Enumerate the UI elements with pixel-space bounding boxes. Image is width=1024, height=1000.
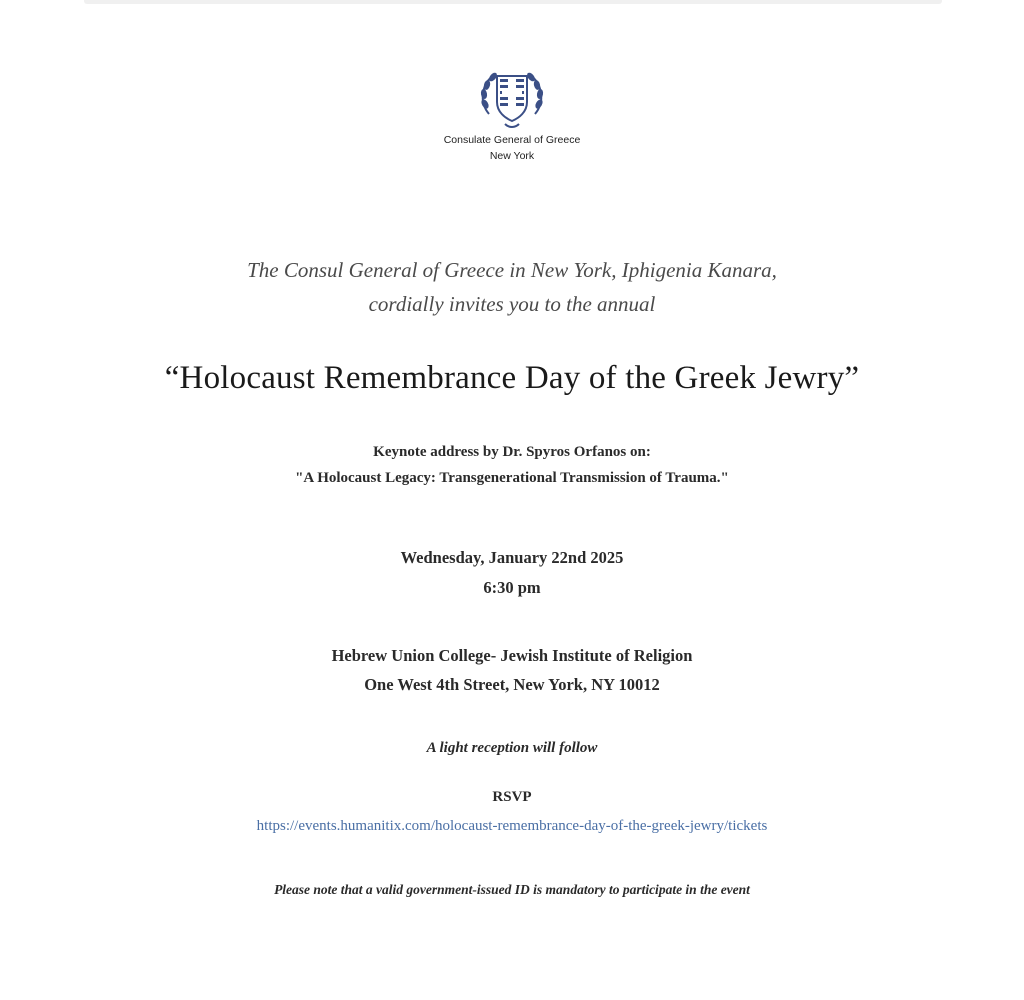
venue-address: One West 4th Street, New York, NY 10012 [364,675,660,694]
greek-coat-of-arms-icon [475,64,549,132]
venue-name: Hebrew Union College- Jewish Institute of Religion [331,646,693,665]
event-date: Wednesday, January 22nd 2025 [400,548,624,567]
intro-line-1: The Consul General of Greece in New York, Iphigenia Kanara, [247,258,777,282]
consulate-name: Consulate General of Greece [443,134,581,146]
emblem-container [0,64,1024,136]
rsvp-link-row [0,815,1024,835]
rsvp-label: RSVP [492,789,532,805]
rsvp-link[interactable]: https://events.humanitix.com/holocaust-remembrance-day-of-the-greek-jewry/tickets [256,818,768,834]
intro-line-2: cordially invites you to the annual [368,292,656,316]
keynote-line-2: "A Holocaust Legacy: Transgenerational Transmission of Trauma." [295,470,729,486]
keynote-line-1: Keynote address by Dr. Spyros Orfanos on: [373,444,651,460]
event-time: 6:30 pm [483,578,541,597]
event-title: “Holocaust Remembrance Day of the Greek Jewry” [164,360,860,396]
consulate-city: New York [489,150,535,162]
page-edge [84,0,942,4]
reception-note: A light reception will follow [426,740,598,756]
id-requirement-note: Please note that a valid government-issued ID is mandatory to participate in the event [274,882,750,897]
